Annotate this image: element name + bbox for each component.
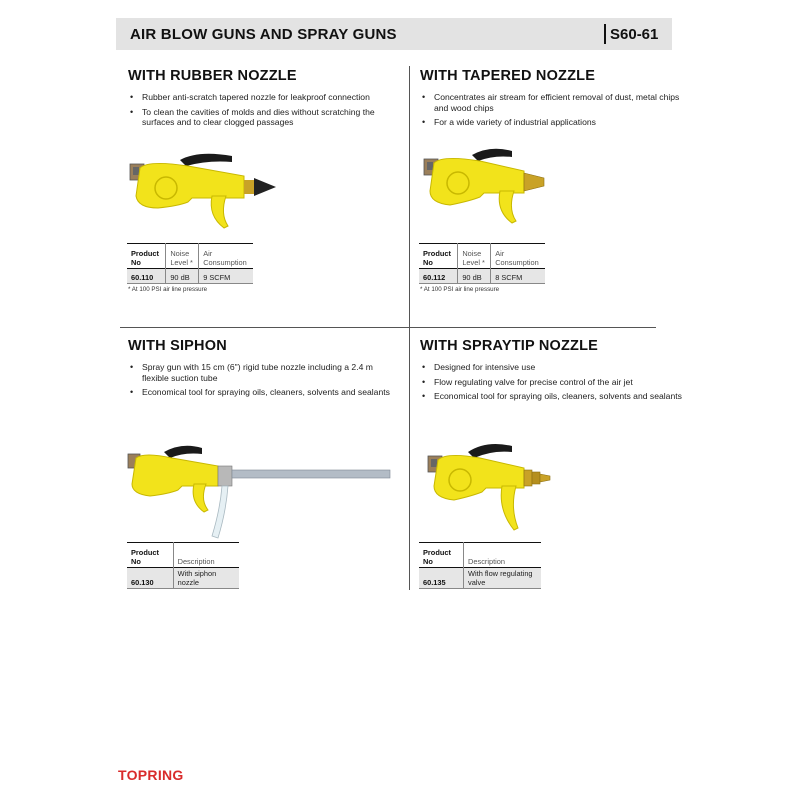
- feature-list: [420, 362, 690, 402]
- section-rubber-nozzle: [128, 68, 398, 132]
- column-header: Description: [173, 543, 239, 568]
- column-header: Product No: [131, 548, 159, 566]
- noise-level: 90 dB: [458, 269, 491, 284]
- horizontal-divider: [120, 327, 656, 328]
- column-header: Noise Level *: [458, 244, 491, 269]
- feature-item: • For a wide variety of industrial applications: [434, 117, 690, 128]
- feature-item: • Spray gun with 15 cm (6") rigid tube nozzle including a 2.4 m flexible suction tube: [142, 362, 398, 383]
- column-header: Description: [464, 543, 541, 568]
- air-consumption: 9 SCFM: [199, 269, 253, 284]
- product-number: 60.135: [423, 578, 446, 587]
- spec-table: [419, 542, 541, 589]
- rubber-nozzle-gun-image: [128, 150, 278, 230]
- spec-table: [127, 542, 239, 589]
- header-banner: [116, 18, 672, 50]
- siphon-gun-image: [126, 440, 392, 540]
- feature-list: [128, 362, 398, 398]
- section-title: WITH RUBBER NOZZLE: [128, 68, 297, 84]
- tapered-nozzle-gun-image: [420, 145, 550, 225]
- footnote: * At 100 PSI air line pressure: [420, 286, 500, 293]
- table-row: [127, 568, 239, 589]
- column-header: Product No: [423, 249, 451, 267]
- section-title: WITH SPRAYTIP NOZZLE: [420, 338, 599, 354]
- vertical-divider: [409, 66, 410, 590]
- column-header: Air Consumption: [199, 244, 253, 269]
- feature-item: • Rubber anti-scratch tapered nozzle for leakproof connection: [142, 92, 398, 103]
- product-number: 60.110: [131, 273, 154, 282]
- column-header: Product No: [423, 548, 451, 566]
- feature-item: • Concentrates air stream for efficient removal of dust, metal chips and wood chips: [434, 92, 690, 113]
- feature-item: • Flow regulating valve for precise control of the air jet: [434, 377, 690, 388]
- table-row: [419, 568, 541, 589]
- spec-table: [419, 243, 545, 284]
- section-spraytip-nozzle: [420, 338, 690, 406]
- product-number: 60.112: [423, 273, 446, 282]
- table-row: [127, 269, 253, 284]
- spraytip-gun-image: [424, 438, 554, 536]
- column-header: Air Consumption: [491, 244, 545, 269]
- description: With flow regulating valve: [464, 568, 541, 589]
- section-tapered-nozzle: [420, 68, 690, 132]
- topring-logo: TOPRING: [118, 767, 184, 783]
- feature-list: [128, 92, 398, 128]
- section-title: WITH SIPHON: [128, 338, 227, 354]
- column-header: Product No: [131, 249, 159, 267]
- feature-item: • To clean the cavities of molds and dies without scratching the surfaces and to clear clogged passages: [142, 107, 398, 128]
- footnote: * At 100 PSI air line pressure: [128, 286, 208, 293]
- banner-divider: [604, 24, 606, 44]
- description: With siphon nozzle: [173, 568, 239, 589]
- page-code: S60-61: [610, 26, 659, 43]
- product-number: 60.130: [131, 578, 154, 587]
- section-title: WITH TAPERED NOZZLE: [420, 68, 596, 84]
- section-siphon: [128, 338, 398, 402]
- column-header: Noise Level *: [166, 244, 199, 269]
- feature-item: • Economical tool for spraying oils, cleaners, solvents and sealants: [434, 391, 690, 402]
- air-consumption: 8 SCFM: [491, 269, 545, 284]
- spec-table: [127, 243, 253, 284]
- feature-item: • Economical tool for spraying oils, cleaners, solvents and sealants: [142, 387, 398, 398]
- feature-item: • Designed for intensive use: [434, 362, 690, 373]
- feature-list: [420, 92, 690, 128]
- page-title: AIR BLOW GUNS AND SPRAY GUNS: [130, 26, 397, 43]
- table-row: [419, 269, 545, 284]
- noise-level: 90 dB: [166, 269, 199, 284]
